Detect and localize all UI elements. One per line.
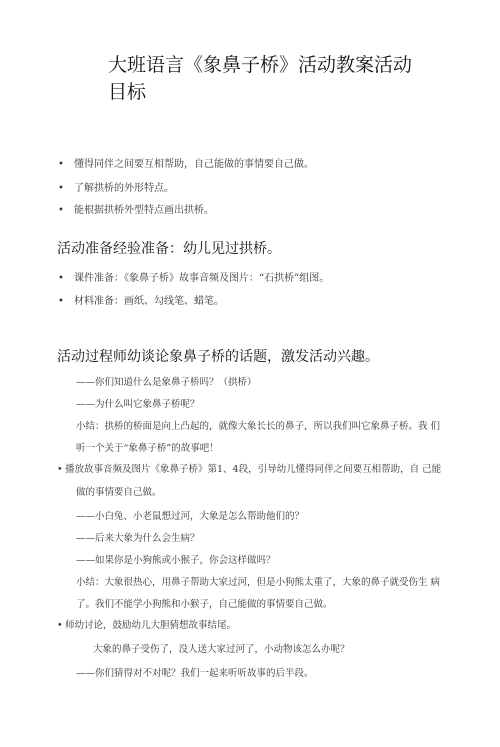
discuss-bullet: • 师幼讨论，鼓励幼儿大胆猜想故事结尾。 (57, 620, 237, 631)
play-bullet: • 播放故事音频及图片《象鼻子桥》第1、4段，引导幼儿懂得同伴之间要互相帮助，自 己能 (57, 464, 442, 475)
bullet-icon: • (58, 273, 64, 284)
title-line-2: 目标 (108, 81, 147, 103)
bullet-icon: • (58, 183, 64, 194)
play-question: ——小白兔、小老鼠想过河，大象是怎么帮助他们的？ (76, 511, 305, 522)
process-line: 听一个关于“象鼻子桥”的故事吧！ (76, 443, 219, 454)
bullet-icon: • (57, 464, 63, 475)
process-heading: 活动过程师幼谈论象鼻子桥的话题，激发活动兴趣。 (57, 349, 379, 365)
prep-item: • 材料准备：画纸、勾线笔、蜡笔。 (58, 296, 224, 307)
title-line-1: 大班语言《象鼻子桥》活动教案活动 (108, 54, 413, 76)
summary-line: 了。我们不能学小狗熊和小猴子，自己能做的事情要自己做。 (76, 599, 333, 610)
summary-line: 小结：大象很热心，用鼻子帮助大家过河，但是小狗熊太重了，大象的鼻子就受伤生 病 (76, 577, 441, 588)
page-title (108, 52, 448, 106)
bullet-icon: • (58, 296, 64, 307)
goal-item: • 能根据拱桥外型特点画出拱桥。 (58, 205, 214, 216)
process-line: ——你们知道什么是象鼻子桥吗？（拱桥） (76, 377, 257, 388)
discuss-line: ——你们猜得对不对呢？我们一起来听听故事的后半段。 (76, 668, 314, 679)
bullet-icon: • (58, 159, 64, 170)
goal-item: • 懂得同伴之间要互相帮助，自己能做的事情要自己做。 (58, 159, 314, 170)
goal-item: • 了解拱桥的外形特点。 (58, 183, 174, 194)
prep-item: • 课件准备：《象鼻子桥》故事音频及图片：“石拱桥”组图。 (58, 273, 330, 284)
process-line: 小结：拱桥的桥面是向上凸起的，就像大象长长的鼻子，所以我们叫它象鼻子桥。我 们 (76, 421, 441, 432)
prep-heading: 活动准备经验准备：幼儿见过拱桥。 (57, 241, 281, 257)
bullet-icon: • (58, 205, 64, 216)
play-bullet-continued: 做的事情要自己做。 (76, 487, 162, 498)
bullet-icon: • (57, 620, 63, 631)
play-question: ——后来大象为什么会生病？ (76, 533, 200, 544)
play-question: ——如果你是小狗熊或小猴子，你会这样做吗？ (76, 555, 276, 566)
discuss-line: 大象的鼻子受伤了，没人送大家过河了，小动物该怎么办呢？ (93, 644, 350, 655)
process-line: ——为什么叫它象鼻子桥呢？ (76, 399, 200, 410)
